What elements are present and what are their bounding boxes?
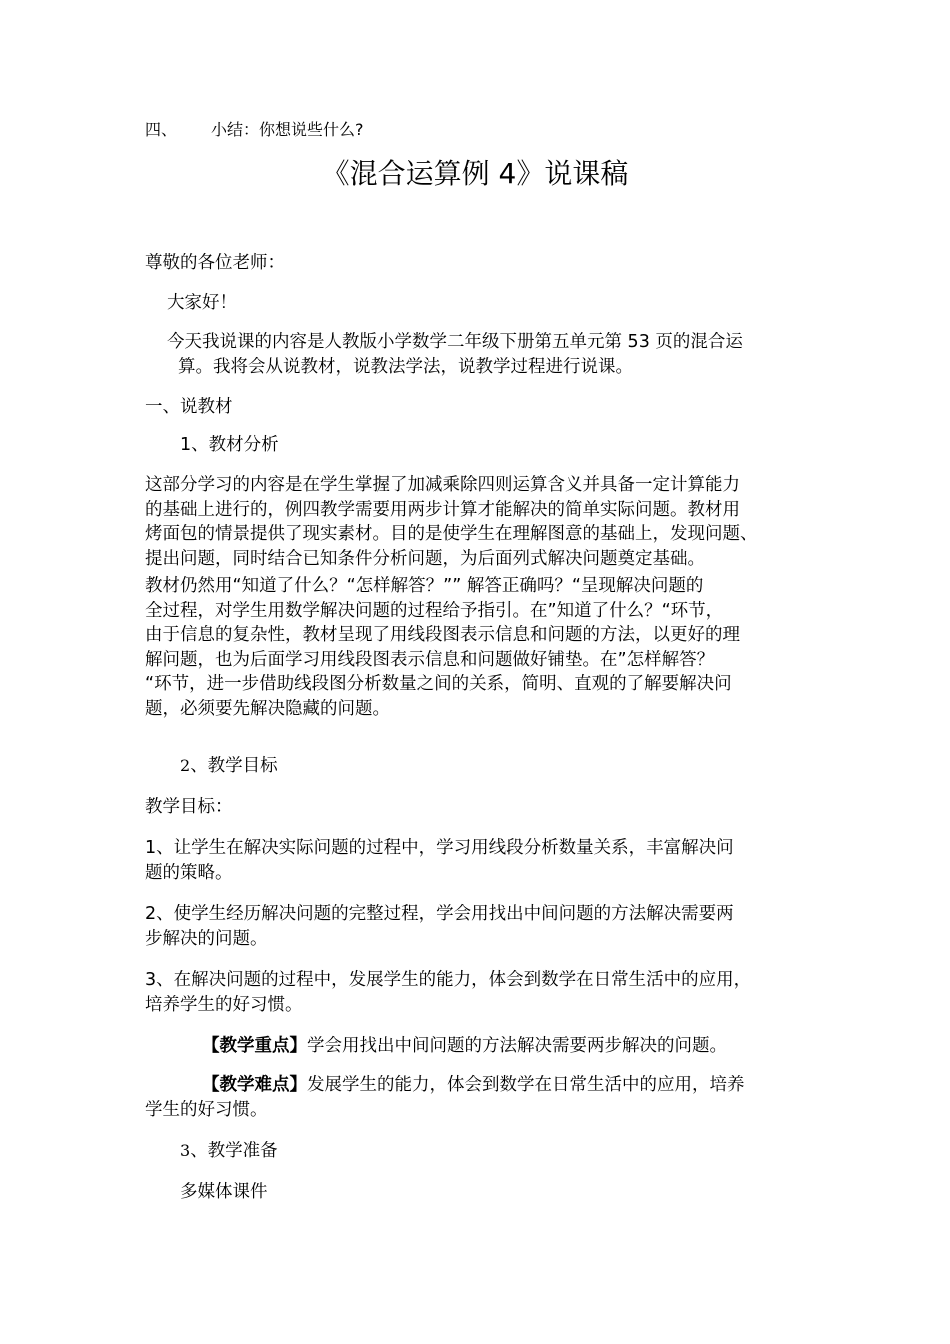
document-title: 《混合运算例 4》说课稿	[321, 157, 629, 190]
intro-line-1: 今天我说课的内容是人教版小学数学二年级下册第五单元第 53 页的混合运	[167, 332, 743, 352]
analysis-p2-line: 全过程，对学生用数学解决问题的过程给予指引。在”知道了什么？“环节，	[145, 600, 724, 621]
key-point-label: 【教学重点】	[202, 1036, 307, 1056]
goal-1-line: 题的策略。	[145, 862, 233, 883]
goal-3-line: 培养学生的好习惯。	[145, 994, 303, 1015]
teaching-key-point	[202, 1034, 867, 1058]
analysis-p2-line: “环节，进一步借助线段图分析数量之间的关系，简明、直观的了解要解决问	[145, 674, 732, 694]
analysis-p2-line: 教材仍然用“知道了什么？“怎样解答？”” 解答正确吗？“呈现解决问题的	[145, 576, 704, 596]
summary-number: 四、	[145, 120, 178, 139]
analysis-p1-line: 烤面包的情景提供了现实素材。目的是使学生在理解图意的基础上，发现问题、	[145, 524, 758, 544]
goal-3-line: 3、在解决问题的过程中，发展学生的能力，体会到数学在日常生活中的应用，	[145, 970, 752, 990]
subsection-preparation-number: 3	[180, 1141, 191, 1160]
goals-label: 教学目标：	[145, 797, 233, 817]
analysis-p1-line: 这部分学习的内容是在学生掌握了加减乘除四则运算含义并具备一定计算能力	[145, 475, 740, 495]
key-point-text: 学会用找出中间问题的方法解决需要两步解决的问题。	[307, 1036, 727, 1056]
analysis-p2-line: 解问题，也为后面学习用线段图表示信息和问题做好铺垫。在”怎样解答？	[145, 649, 715, 670]
difficulty-text: 发展学生的能力，体会到数学在日常生活中的应用，培养	[307, 1075, 745, 1095]
analysis-p2-line: 由于信息的复杂性，教材呈现了用线段图表示信息和问题的方法，以更好的理	[145, 625, 740, 645]
subsection-goals	[180, 754, 845, 778]
subsection-goals-number: 2	[180, 756, 191, 775]
goal-1-line: 1、让学生在解决实际问题的过程中，学习用线段分析数量关系，丰富解决问	[145, 838, 734, 858]
preparation-content: 多媒体课件	[180, 1182, 268, 1202]
goal-2-line: 2、使学生经历解决问题的完整过程，学会用找出中间问题的方法解决需要两	[145, 904, 734, 924]
goal-2-line: 步解决的问题。	[145, 928, 268, 949]
greeting: 尊敬的各位老师：	[145, 253, 285, 273]
subsection-preparation-text: 、教学准备	[190, 1141, 278, 1161]
subsection-analysis: 1、教材分析	[180, 435, 279, 455]
difficulty-label: 【教学难点】	[202, 1075, 307, 1095]
summary-text: 小结：你想说些什么?	[211, 120, 364, 139]
intro-line-2: 算。我将会从说教材，说教法学法，说教学过程进行说课。	[178, 356, 633, 377]
analysis-paragraph-1	[145, 473, 810, 571]
difficulty-text-continued: 学生的好习惯。	[145, 1099, 268, 1120]
summary-line	[145, 118, 810, 142]
hello: 大家好！	[167, 293, 237, 313]
intro-paragraph	[167, 330, 807, 379]
goal-3	[145, 968, 810, 1017]
goal-2	[145, 902, 810, 951]
subsection-goals-text: 、教学目标	[190, 756, 278, 776]
analysis-paragraph-2	[145, 574, 810, 721]
section-heading-textbook: 一、说教材	[145, 397, 233, 417]
analysis-p2-line: 题，必须要先解决隐藏的问题。	[145, 698, 390, 719]
teaching-difficulty	[145, 1073, 810, 1122]
subsection-preparation	[180, 1139, 845, 1163]
analysis-p1-line: 提出问题，同时结合已知条件分析问题，为后面列式解决问题奠定基础。	[145, 548, 705, 569]
analysis-p1-line: 的基础上进行的，例四教学需要用两步计算才能解决的简单实际问题。教材用	[145, 499, 740, 520]
goal-1	[145, 836, 810, 885]
